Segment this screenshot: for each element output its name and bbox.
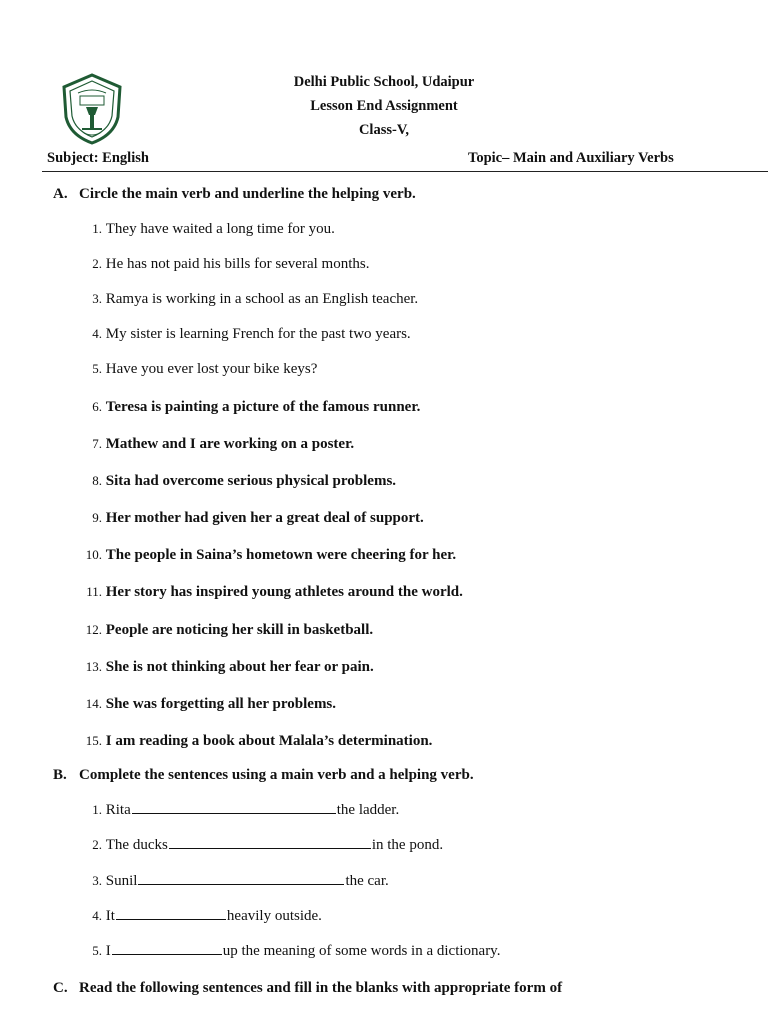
- item-text: They have waited a long time for you.: [105, 221, 335, 237]
- list-item: [70, 622, 373, 639]
- item-text: Her mother had given her a great deal of support.: [105, 510, 424, 526]
- section-letter: A.: [53, 186, 68, 202]
- list-item: [70, 473, 396, 490]
- item-number: 14.: [85, 696, 102, 711]
- list-item: [70, 802, 399, 819]
- item-text-after: the car.: [345, 873, 389, 889]
- answer-blank[interactable]: [112, 953, 222, 955]
- item-number: 8.: [92, 473, 102, 488]
- list-item: [70, 659, 374, 676]
- item-text: She was forgetting all her problems.: [105, 696, 337, 712]
- list-item: [70, 584, 463, 601]
- school-name: Delhi Public School, Udaipur: [293, 74, 475, 90]
- header-divider: [42, 171, 768, 172]
- item-text: Have you ever lost your bike keys?: [105, 361, 318, 377]
- answer-blank[interactable]: [138, 883, 344, 885]
- section-letter: B.: [53, 767, 67, 783]
- list-item: [70, 510, 424, 527]
- list-item: [70, 436, 354, 453]
- item-text: The people in Saina’s hometown were cheering for her.: [105, 547, 457, 563]
- subject-label: Subject: English: [47, 150, 149, 166]
- item-text-before: The ducks: [105, 837, 168, 853]
- item-text-after: the ladder.: [336, 802, 400, 818]
- list-item: [70, 361, 317, 378]
- item-text: Sita had overcome serious physical problems.: [105, 473, 397, 489]
- item-number: 7.: [92, 436, 102, 451]
- section-a-heading: [53, 186, 416, 203]
- item-text-before: Rita: [105, 802, 131, 818]
- item-number: 4.: [92, 326, 102, 341]
- list-item: [70, 908, 322, 925]
- item-number: 5.: [92, 943, 102, 958]
- list-item: [70, 399, 420, 416]
- item-number: 13.: [85, 659, 102, 674]
- item-text: She is not thinking about her fear or pain.: [105, 659, 374, 675]
- section-b-heading: [53, 767, 474, 784]
- answer-blank[interactable]: [116, 918, 226, 920]
- section-title: Circle the main verb and underline the helping verb.: [79, 186, 416, 202]
- item-number: 2.: [92, 256, 102, 271]
- item-number: 5.: [92, 361, 102, 376]
- item-number: 1.: [92, 221, 102, 236]
- list-item: [70, 943, 500, 960]
- list-item: [70, 733, 432, 750]
- item-text: He has not paid his bills for several months.: [105, 256, 370, 272]
- item-number: 3.: [92, 291, 102, 306]
- item-number: 3.: [92, 873, 102, 888]
- answer-blank[interactable]: [132, 812, 336, 814]
- section-c-heading: [53, 980, 562, 997]
- item-text-after: in the pond.: [371, 837, 444, 853]
- list-item: [70, 547, 456, 564]
- section-title: Read the following sentences and fill in the blanks with appropriate form of: [79, 980, 563, 996]
- list-item: [70, 256, 369, 273]
- item-number: 2.: [92, 837, 102, 852]
- item-number: 12.: [85, 622, 102, 637]
- item-text: People are noticing her skill in basketball.: [105, 622, 374, 638]
- item-number: 11.: [86, 584, 102, 599]
- item-text: Her story has inspired young athletes around the world.: [105, 584, 463, 600]
- topic-label: Topic– Main and Auxiliary Verbs: [468, 150, 674, 166]
- list-item: [70, 326, 411, 343]
- item-text-before: It: [105, 908, 115, 924]
- answer-blank[interactable]: [169, 847, 371, 849]
- list-item: [70, 291, 418, 308]
- item-text: I am reading a book about Malala’s determination.: [105, 733, 433, 749]
- item-text: Mathew and I are working on a poster.: [105, 436, 355, 452]
- list-item: [70, 837, 443, 854]
- item-number: 9.: [92, 510, 102, 525]
- class-label: Class-V,: [358, 122, 410, 138]
- assignment-title: Lesson End Assignment: [310, 98, 458, 114]
- item-number: 6.: [92, 399, 102, 414]
- item-text: My sister is learning French for the past two years.: [105, 326, 411, 342]
- item-text-after: up the meaning of some words in a dictionary.: [222, 943, 501, 959]
- item-text-before: Sunil: [105, 873, 138, 889]
- section-title: Complete the sentences using a main verb and a helping verb.: [79, 767, 474, 783]
- item-text: Ramya is working in a school as an English teacher.: [105, 291, 419, 307]
- section-letter: C.: [53, 980, 68, 996]
- list-item: [70, 873, 389, 890]
- item-text-after: heavily outside.: [226, 908, 322, 924]
- item-text-before: I: [105, 943, 111, 959]
- list-item: [70, 221, 335, 238]
- item-number: 15.: [85, 733, 102, 748]
- list-item: [70, 696, 336, 713]
- item-number: 4.: [92, 908, 102, 923]
- item-text: Teresa is painting a picture of the famous runner.: [105, 399, 421, 415]
- item-number: 1.: [92, 802, 102, 817]
- item-number: 10.: [85, 547, 102, 562]
